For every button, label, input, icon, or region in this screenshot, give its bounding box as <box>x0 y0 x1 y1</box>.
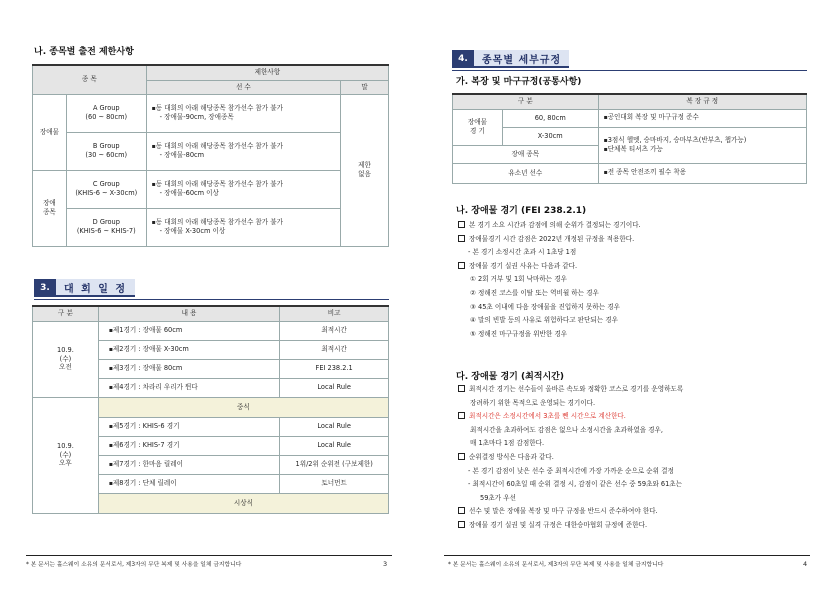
dress-cat: X-30cm <box>502 127 598 145</box>
section-4-rule <box>452 70 807 71</box>
rule-text: 본 경기 소요 시간과 감점에 의해 순위가 결정되는 경기이다. <box>469 221 641 229</box>
dress-val: ▪ 공인대회 복장 및 마구규정 준수 <box>598 109 806 127</box>
rule-text: ⑤ 정해진 마구규정을 위반한 경우 <box>470 329 568 338</box>
page-4 <box>418 0 835 590</box>
rule-item <box>458 453 554 462</box>
schedule-table <box>32 305 389 514</box>
section-4-title: 종목별 세부규정 <box>474 50 569 68</box>
checkbox-icon <box>458 507 465 514</box>
rule-item <box>458 507 658 516</box>
checkbox-icon <box>458 262 465 269</box>
dress-cat: 장애 종목 <box>453 145 599 163</box>
schedule-row: ▪ 제2경기 : 장애물 X-30cm <box>98 340 279 359</box>
rule-item <box>468 480 682 489</box>
page-number: 4 <box>803 560 808 568</box>
rule-text: 장애물 경기 실권 사유는 다음과 같다. <box>469 261 578 270</box>
dress-cat: 60, 80cm <box>502 109 598 127</box>
rule-text: ② 정해진 코스를 이탈 또는 역비월 하는 경우 <box>470 289 599 297</box>
rule-item <box>470 289 599 298</box>
rule-item <box>470 399 595 408</box>
section-da-title: 다. 장애물 경기 (최적시간) <box>456 372 564 382</box>
schedule-header-note: 비고 <box>280 306 389 321</box>
group-b: B Group (30 ~ 60cm) <box>66 132 146 170</box>
rule-text: ③ 45초 이내에 다음 장애물을 진입하지 못하는 경우 <box>470 302 620 311</box>
group-a-rule: ▪ 동 대회의 아래 해당종목 참가선수 참가 불가 - 장애물-90cm, 장애종목 <box>146 94 340 132</box>
schedule-row: ▪ 제5경기 : KHIS-6 경기 <box>98 417 279 436</box>
rule-item <box>470 303 620 312</box>
footer-rule <box>26 555 392 556</box>
dress-table <box>452 93 807 184</box>
rule-item <box>470 439 544 448</box>
dress-athlete: 장애물 경 기 <box>453 109 503 145</box>
rule-item <box>458 385 683 394</box>
rule-item <box>470 316 618 325</box>
schedule-note: Local Rule <box>280 378 389 397</box>
rule-text: 매 1초마다 1점 감점한다. <box>470 439 545 448</box>
dress-header-rule: 복 장 규 정 <box>598 94 806 109</box>
checkbox-icon <box>458 412 465 419</box>
rule-text: 최적시간을 초과하여도 감점은 없으나 소정시간을 초과하였을 경우, <box>470 425 664 434</box>
footer-note: * 본 문서는 홀스웨이 소유의 문서로서, 제3자의 무단 복제 및 사용을 일체 금지합니다 <box>448 562 664 568</box>
group-obs: 장애 종목 <box>33 170 67 246</box>
rule-item <box>468 248 576 257</box>
rule-text: - 최적시간이 60초일 때 순위 결정 시, 감점이 같은 선수 중 59초와 61초는 <box>468 480 683 489</box>
section-3-rule <box>34 299 389 300</box>
checkbox-icon <box>458 521 465 528</box>
checkbox-icon <box>458 221 465 228</box>
rule-item <box>458 521 647 530</box>
schedule-header-content: 내 용 <box>98 306 279 321</box>
header-athlete: 선 수 <box>146 80 340 94</box>
header-horse: 말 <box>341 80 389 94</box>
rule-text: 순위결정 방식은 다음과 같다. <box>469 453 554 461</box>
schedule-lunch: 중식 <box>98 397 388 417</box>
dress-val: ▪ 3점식 헬멧, 승마바지, 승마부츠(반부츠, 챕가능) ▪ 단체복 티셔츠 가능 <box>598 127 806 163</box>
schedule-note: 최적시간 <box>280 321 389 340</box>
rule-item <box>470 426 663 435</box>
schedule-note: 토너먼트 <box>280 474 389 493</box>
schedule-note: Local Rule <box>280 417 389 436</box>
header-event: 종 목 <box>33 65 147 94</box>
rule-text: ④ 말의 빈발 등의 사유로 위험하다고 판단되는 경우 <box>470 316 618 325</box>
rule-item <box>458 235 634 244</box>
horse-limit: 제한 없음 <box>341 94 389 246</box>
rule-text: 장애물경기 시간 감점은 2022년 개정된 규정을 적용한다. <box>469 234 635 243</box>
page-3 <box>0 0 417 590</box>
rule-item <box>470 330 567 339</box>
schedule-am-label: 10.9. (수) 오전 <box>33 321 99 397</box>
rule-text: 장려하기 위한 목적으로 운영되는 경기이다. <box>470 398 596 407</box>
schedule-row: ▪ 제4경기 : 차라리 우리가 뛴다 <box>98 378 279 397</box>
rule-item <box>458 221 641 230</box>
checkbox-icon <box>458 385 465 392</box>
group-b-rule: ▪ 동 대회의 아래 해당종목 참가선수 참가 불가 - 장애물-80cm <box>146 132 340 170</box>
group-d: D Group (KHIS-6 ~ KHIS-7) <box>66 208 146 246</box>
section-3-number: 3. <box>34 279 56 297</box>
schedule-pm-label: 10.9. (수) 오후 <box>33 397 99 513</box>
header-limit: 제한사항 <box>146 65 388 80</box>
group-jumping: 장애물 <box>33 94 67 170</box>
rule-text: 59초가 우선 <box>480 493 516 502</box>
rule-text: 선수 및 말은 장애물 복장 및 마구 규정을 반드시 준수하여야 한다. <box>469 507 658 516</box>
page-number: 3 <box>383 560 388 568</box>
schedule-note: Local Rule <box>280 436 389 455</box>
section-na-title: 나. 장애물 경기 (FEI 238.2.1) <box>456 206 587 216</box>
section-ga-title: 가. 복장 및 마구규정(공통사항) <box>456 77 582 87</box>
group-d-rule: ▪ 동 대회의 아래 해당종목 참가선수 참가 불가 - 장애물 X-30cm 이상 <box>146 208 340 246</box>
schedule-note: FEI 238.2.1 <box>280 359 389 378</box>
restriction-table <box>32 64 389 247</box>
group-a: A Group (60 ~ 80cm) <box>66 94 146 132</box>
dress-cat: 유소년 선수 <box>453 163 599 183</box>
rule-text: - 본 경기 소정시간 초과 시 1초당 1점 <box>468 248 577 257</box>
rule-item <box>458 412 626 421</box>
rule-text: 최적시간 경기는 선수들이 올바른 속도와 정확한 코스로 경기를 운영하도록 <box>469 385 684 393</box>
schedule-row: ▪ 제1경기 : 장애물 60cm <box>98 321 279 340</box>
rule-text: 최적시간은 소정시간에서 3초를 뺀 시간으로 계산한다. <box>469 412 626 421</box>
section-na-title: 나. 종목별 출전 제한사항 <box>34 47 134 57</box>
checkbox-icon <box>458 453 465 460</box>
schedule-header-div: 구 분 <box>33 306 99 321</box>
rule-text: ① 2회 거부 및 1회 낙마하는 경우 <box>470 275 567 284</box>
footer-note: * 본 문서는 홀스웨이 소유의 문서로서, 제3자의 무단 복제 및 사용을 일체 금지합니다 <box>26 562 242 568</box>
schedule-row: ▪ 제6경기 : KHIS-7 경기 <box>98 436 279 455</box>
schedule-row: ▪ 제3경기 : 장애물 80cm <box>98 359 279 378</box>
schedule-row: ▪ 제8경기 : 단체 릴레이 <box>98 474 279 493</box>
rule-text: - 본 경기 감점이 낮은 선수 중 최적시간에 가장 가까운 순으로 순위 결정 <box>468 466 674 475</box>
checkbox-icon <box>458 235 465 242</box>
group-c-rule: ▪ 동 대회의 아래 해당종목 참가선수 참가 불가 - 장애물-60cm 이상 <box>146 170 340 208</box>
section-4-banner <box>452 50 569 68</box>
footer-rule <box>444 555 810 556</box>
section-3-banner <box>34 279 135 297</box>
rule-text: 장애물 경기 실권 및 실격 규정은 대한승마협회 규정에 준한다. <box>469 521 648 529</box>
dress-header-div: 구 분 <box>453 94 599 109</box>
dress-val: ▪ 전 종목 안전조끼 필수 착용 <box>598 163 806 183</box>
section-3-title: 대 회 일 정 <box>56 279 135 297</box>
schedule-note: 1위/2위 순위전 (구보제한) <box>280 455 389 474</box>
rule-item <box>458 262 577 271</box>
rule-item <box>480 494 516 503</box>
section-4-number: 4. <box>452 50 474 68</box>
rule-item <box>470 275 567 284</box>
schedule-award: 시상식 <box>98 493 388 513</box>
schedule-note: 최적시간 <box>280 340 389 359</box>
group-c: C Group (KHIS-6 ~ X-30cm) <box>66 170 146 208</box>
schedule-row: ▪ 제7경기 : 한마음 릴레이 <box>98 455 279 474</box>
rule-item <box>468 467 674 476</box>
